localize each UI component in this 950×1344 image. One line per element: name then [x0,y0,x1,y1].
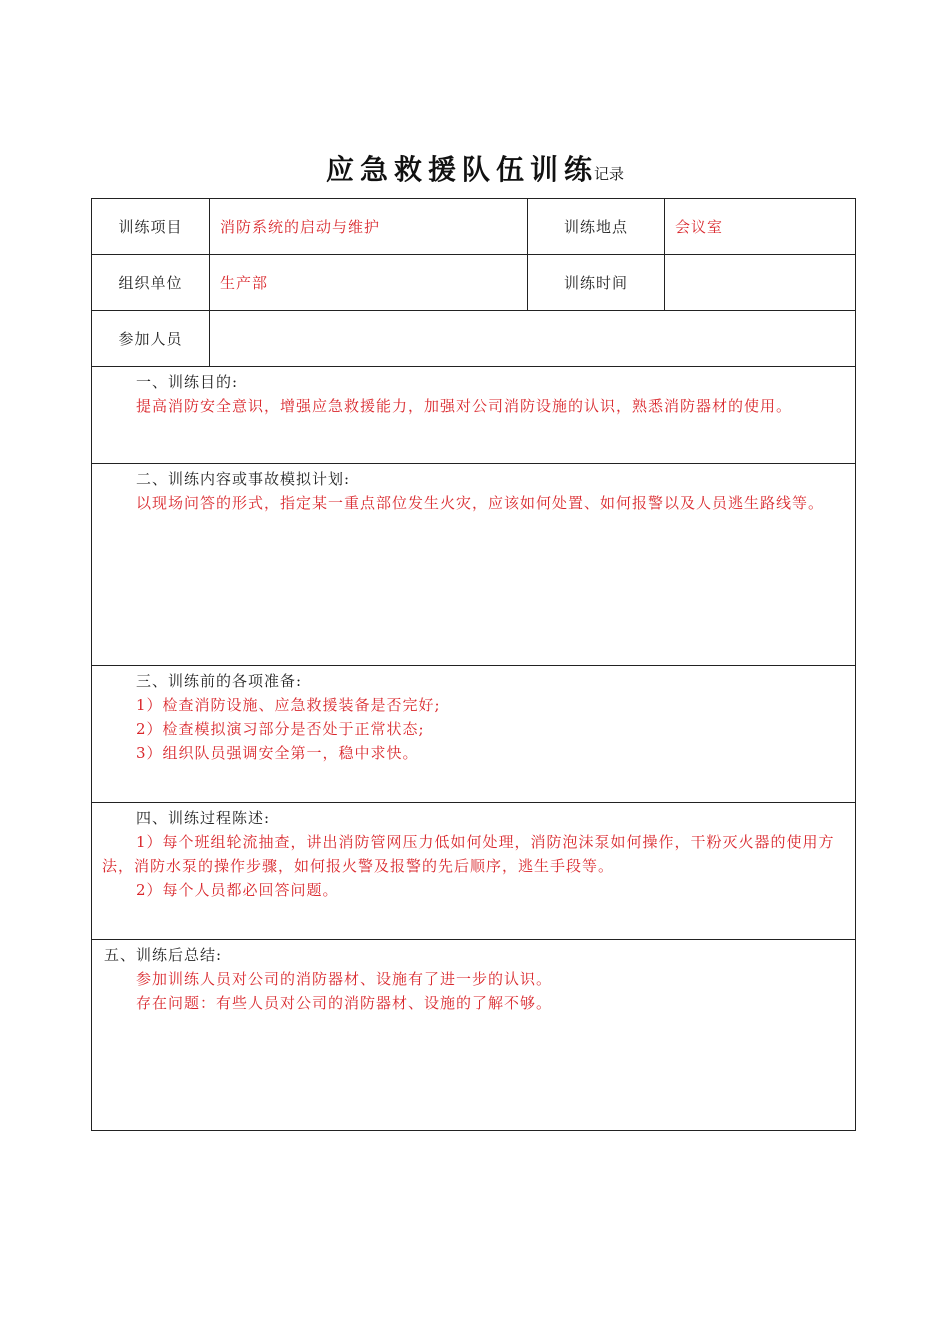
process-line: 2）每个人员都必回答问题。 [136,881,339,899]
process-heading: 四、训练过程陈述: [136,809,271,827]
document-title [0,148,950,188]
project-label: 训练项目 [92,199,210,255]
process-line: 1）每个班组轮流抽查，讲出消防管网压力低如何处理，消防泡沫泵如何操作，干粉灭火器的使用方法，消防水泵的操作步骤，如何报火警及报警的先后顺序，逃生手段等。 [102,833,835,875]
preparation-section[interactable] [92,666,856,803]
summary-heading: 五、训练后总结: [104,946,223,964]
preparation-line: 2）检查模拟演习部分是否处于正常状态; [136,720,425,738]
title-suffix: 记录 [594,165,625,183]
time-value[interactable] [665,255,856,311]
preparation-line: 1）检查消防设施、应急救援装备是否完好; [136,696,441,714]
row-preparation [92,666,856,803]
row-participants [92,311,856,367]
row-purpose [92,367,856,464]
training-record-form [91,198,856,1131]
purpose-heading: 一、训练目的: [136,373,239,391]
content-line: 以现场问答的形式，指定某一重点部位发生火灾，应该如何处置、如何报警以及人员逃生路线等。 [136,494,825,512]
title-main: 应急救援队伍训练 [325,153,598,186]
row-summary [92,940,856,1131]
preparation-heading: 三、训练前的各项准备: [136,672,303,690]
row-org-time [92,255,856,311]
org-label: 组织单位 [92,255,210,311]
participants-label: 参加人员 [92,311,210,367]
time-label: 训练时间 [528,255,665,311]
location-value[interactable]: 会议室 [665,199,856,255]
content-heading: 二、训练内容或事故模拟计划: [136,470,351,488]
project-value[interactable]: 消防系统的启动与维护 [210,199,528,255]
summary-line: 存在问题：有些人员对公司的消防器材、设施的了解不够。 [136,994,553,1012]
content-section[interactable] [92,464,856,666]
org-value[interactable]: 生产部 [210,255,528,311]
preparation-line: 3）组织队员强调安全第一，稳中求快。 [136,744,419,762]
process-section[interactable] [92,803,856,940]
purpose-section[interactable] [92,367,856,464]
row-project-location [92,199,856,255]
row-process [92,803,856,940]
summary-section[interactable] [92,940,856,1131]
purpose-line: 提高消防安全意识，增强应急救援能力，加强对公司消防设施的认识，熟悉消防器材的使用。 [136,397,793,415]
participants-value[interactable] [210,311,856,367]
location-label: 训练地点 [528,199,665,255]
summary-line: 参加训练人员对公司的消防器材、设施有了进一步的认识。 [136,970,553,988]
row-content [92,464,856,666]
